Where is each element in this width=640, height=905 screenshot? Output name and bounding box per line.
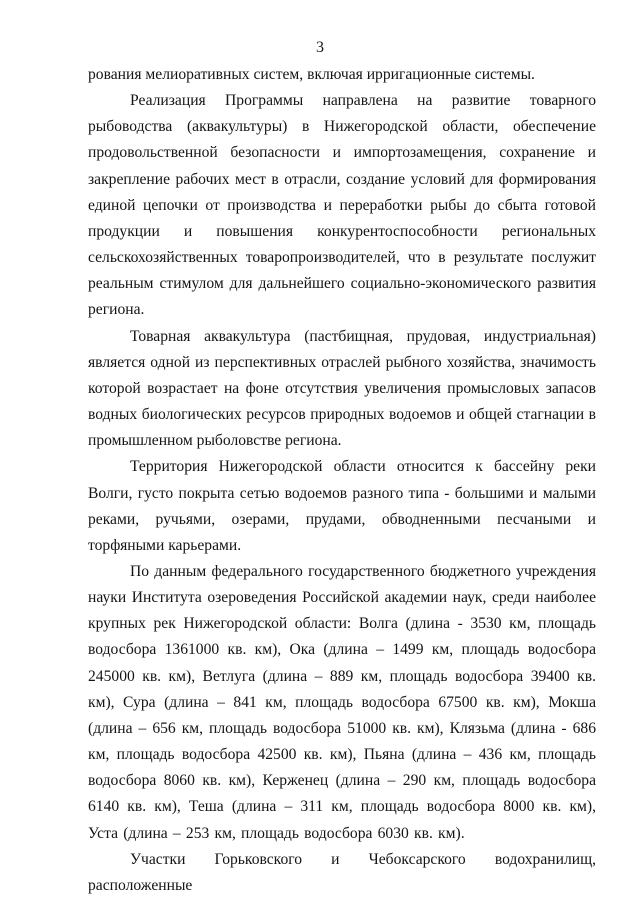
document-body (88, 62, 596, 899)
paragraph-continuation: рования мелиоративных систем, включая ирригационные системы. (88, 66, 535, 83)
page-number: 3 (316, 39, 324, 56)
paragraph-reservoirs: Участки Горьковского и Чебоксарского водохранилищ, расположенные (88, 850, 596, 894)
paragraph-territory-water-bodies: Территория Нижегородской области относится к бассейну реки Волги, густо покрыта сетью водоемов разного типа - большими и малыми реками, ручьями, озерами, прудами, обводненными песчаными и торфяными карьерами. (88, 458, 596, 554)
paragraph-commercial-aquaculture: Товарная аквакультура (пастбищная, прудовая, индустриальная) является одной из перспективных отраслей рыбного хозяйства, значимость которой возрастает на фоне отсутствия увеличения промысловых запасов водных биологических ресурсов природных водоемов и общей стагнации в промышленном рыболовстве региона. (88, 327, 596, 450)
paragraph-program-goals: Реализация Программы направлена на развитие товарного рыбоводства (аквакультуры) в Нижегородской области, обеспечение продовольственной безопасности и импортозамещения, сохранение и закрепление рабочих мест в отрасли, создание условий для формирования единой цепочки от производства и переработки рыбы до сбыта готовой продукции и повышения конкурентоспособности региональных сельскохозяйственных товаропроизводителей, что в результате послужит реальным стимулом для дальнейшего социально-экономического развития региона. (88, 92, 596, 319)
paragraph-major-rivers: По данным федерального государственного бюджетного учреждения науки Института озероведения Российской академии наук, среди наиболее крупных рек Нижегородской области: Волга (длина - 3530 км, площадь водосбора 1361000 кв. км), Ока (длина – 1499 км, площадь водосбора 245000 кв. км), Ветлуга (длина – 889 км, площадь водосбора 39400 кв. км), Сура (длина – 841 км, площадь водосбора 67500 кв. км), Мокша (длина – 656 км, площадь водосбора 51000 кв. км), Клязьма (длина - 686 км, площадь водосбора 42500 кв. км), Пьяна (длина – 436 км, площадь водосбора 8060 кв. км), Керженец (длина – 290 км, площадь водосбора 6140 кв. км), Теша (длина – 311 км, площадь водосбора 8000 кв. км), Уста (длина – 253 км, площадь водосбора 6030 кв. км). (88, 562, 596, 842)
